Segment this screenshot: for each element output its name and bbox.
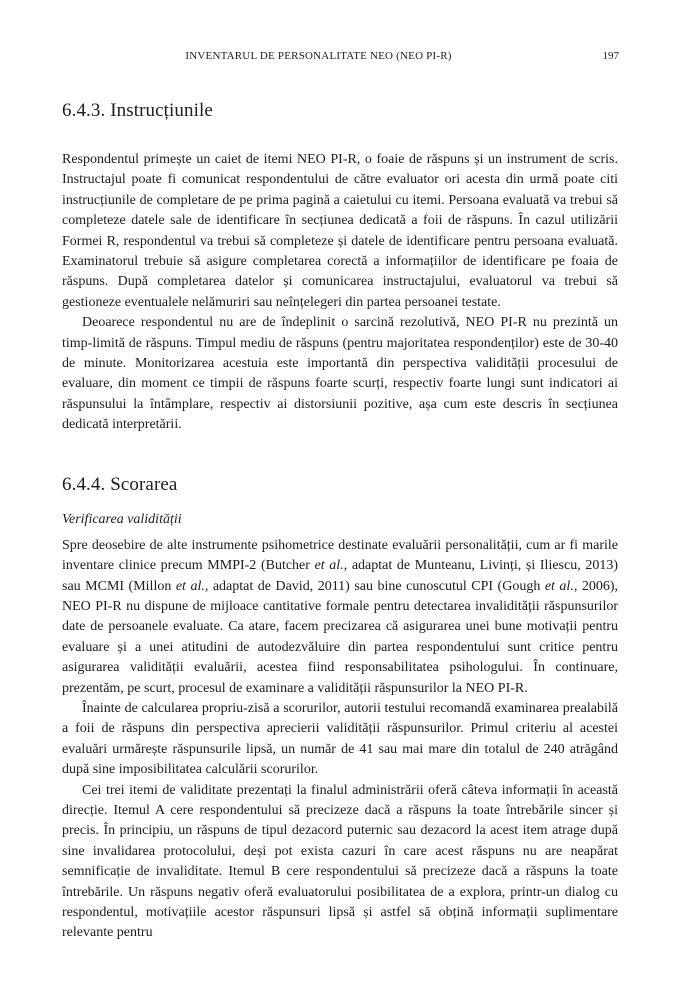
running-header bbox=[62, 50, 619, 70]
text-run: , adaptat de Munteanu, Livinți, și Iliescu, 2013) sau MCMI (Millon bbox=[62, 558, 619, 594]
text-run: , 2006), NEO PI-R nu dispune de mijloace cantitative formale pentru detectarea invalidității răspunsurilor date de persoanele evaluate. Ca atare, facem precizarea că asigurarea unei bune motivații pentru evaluare și a unei atitudini de autodezvăluire din partea respondentului sunt critice pentru asigurarea validității evaluării, acestea fiind responsabilitatea psihologului. În continuare, prezentăm, pe scurt, procesul de examinare a validității răspunsurilor la NEO PI-R. bbox=[62, 578, 618, 696]
section-heading-scoring: 6.4.4. Scorarea bbox=[62, 473, 178, 495]
citation-et-al: et al. bbox=[175, 578, 205, 594]
paragraph: Cei trei itemi de validitate prezentați la finalul administrării oferă câteva informații în această direcție. Itemul A cere respondentului să precizeze dacă a răspuns la toate întrebările sincer și precis. În principiu, un răspuns de tipul dezacord puternic sau dezacord la acest item atrage după sine invalidarea protocolului, deși pot exista cazuri în care acest răspuns nu are neapărat semnificație de invaliditate. Itemul B cere respondentului să precizeze dacă a răspuns la toate întrebările. Un răspuns negativ oferă evaluatorului posibilitatea de a explora, printr-un dialog cu respondentul, motivațiile acestor răspunsuri lipsă și astfel să obțină informații suplimentare relevante pentru bbox=[62, 782, 618, 941]
subsection-heading-validity-check: Verificarea validității bbox=[62, 511, 182, 527]
page-body bbox=[62, 100, 618, 944]
paragraph: Deoarece respondentul nu are de îndeplinit o sarcină rezolutivă, NEO PI-R nu prezintă un timp-limită de răspuns. Timpul mediu de răspuns (pentru majoritatea respondenților) este de 30-40 de minute. Monitorizarea acestuia este importantă din perspectiva validității procesului de evaluare, din moment ce timpii de răspuns foarte scurți, respectiv foarte lungi sunt indicatori ai răspunsului la întâmplare, respectiv ai distorsiunii pozitive, așa cum este descris în secțiunea dedicată interpretării. bbox=[62, 315, 618, 433]
section-heading-instructions: 6.4.3. Instrucțiunile bbox=[62, 100, 213, 121]
text-run: Spre deosebire de alte instrumente psihometrice destinate evaluării personalității, cum ar fi marile inventare clinice precum MMPI-2 (Butcher bbox=[62, 537, 618, 574]
paragraph: Înainte de calcularea propriu-zisă a scorurilor, autorii testului recomandă examinarea prealabilă a foii de răspuns din perspectiva aprecierii validității răspunsurilor. Primul criteriu al acestei evaluări urmărește răspunsurile lipsă, un număr de 41 sau mai mare din totalul de 240 atrăgând după sine imposibilitatea calculării scorurilor. bbox=[62, 700, 618, 778]
paragraph: Respondentul primește un caiet de itemi NEO PI-R, o foaie de răspuns și un instrument de scris. Instructajul poate fi comunicat respondentului de către evaluator ori acesta din urmă poate citi instrucțiunile de completare de pe prima pagină a caietului cu itemi. Persoana evaluată va trebui să completeze datele sale de identificare în secțiunea dedicată a foii de răspuns. În cazul utilizării Formei R, respondentul va trebui să completeze și datele de identificare pentru persoana evaluată. Examinatorul trebuie să asigure completarea corectă a informațiilor de identificare pe foaia de răspuns. După completarea datelor și comunicarea instructajului, evaluatorul va trebui să gestioneze eventualele nelămuriri sau neînțelegeri din partea persoanei testate. bbox=[62, 152, 618, 310]
citation-et-al: et al. bbox=[544, 578, 574, 594]
paragraph bbox=[62, 536, 618, 699]
citation-et-al: et al. bbox=[314, 558, 344, 574]
running-title: INVENTARUL DE PERSONALITATE NEO (NEO PI-R) bbox=[185, 50, 452, 62]
text-run: , adaptat de David, 2011) sau bine cunoscutul CPI (Gough bbox=[204, 578, 545, 594]
page-number: 197 bbox=[602, 50, 619, 62]
